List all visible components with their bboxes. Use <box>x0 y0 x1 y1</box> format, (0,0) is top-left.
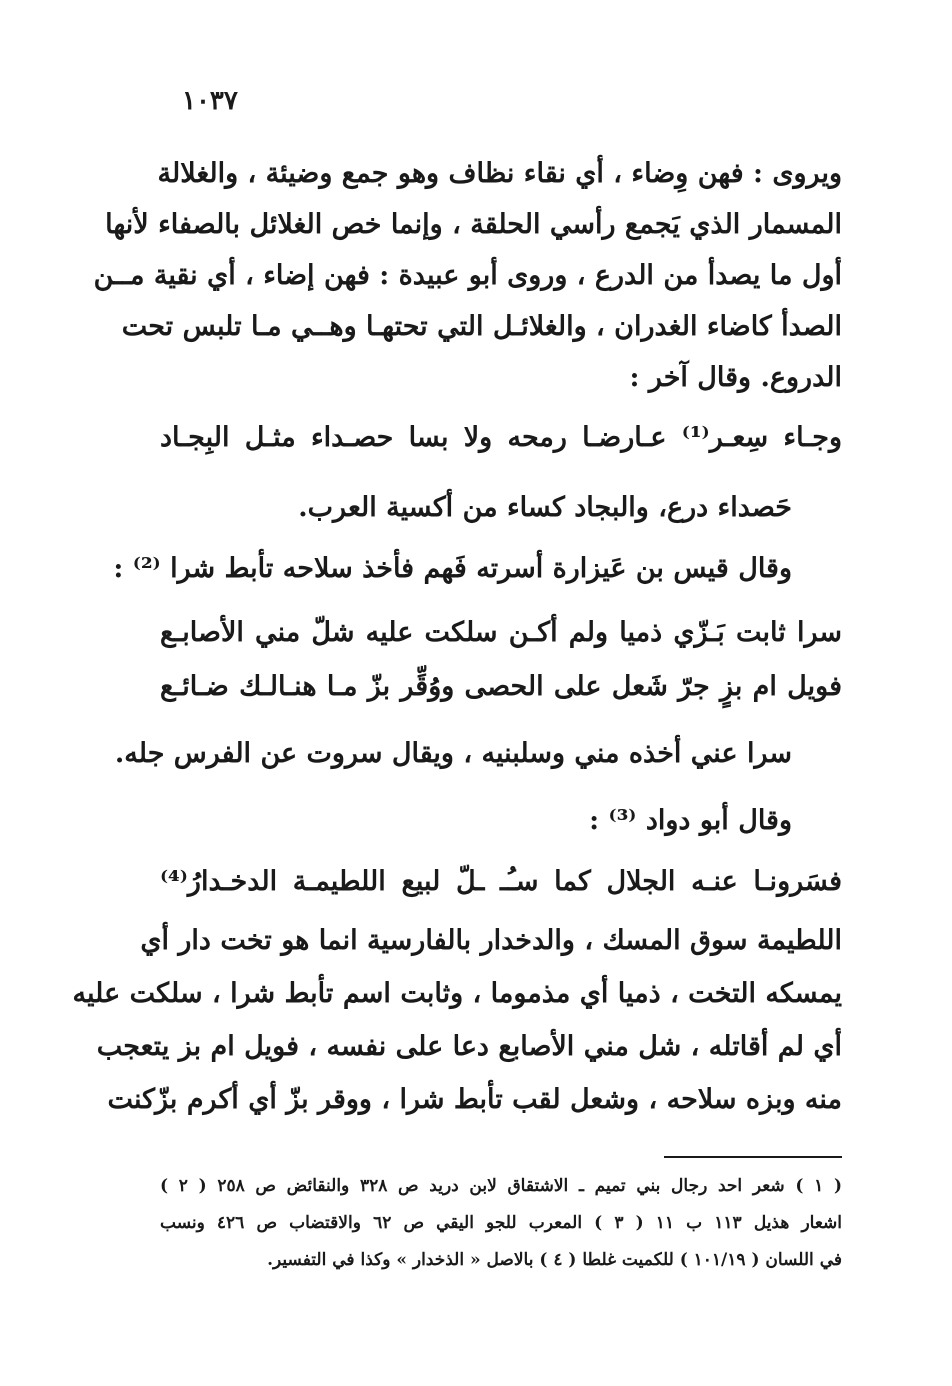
text-line: يمسكه التخت ، ذميا أي مذموما ، وثابت اسم تأبط شرا ، سلكت عليه <box>72 978 842 1009</box>
commentary-paragraph-1 <box>93 148 842 403</box>
text-line: الصدأ كاضاء الغدران ، والغلائـل التي تحتهـا وهــي مـا تلبس تحت <box>121 311 842 342</box>
verse-2-introduction <box>113 544 842 594</box>
verse-3 <box>160 856 842 908</box>
gloss-2 <box>114 730 842 778</box>
text-line: المسمار الذي يَجمع رأسي الحلقة ، وإنما خص الغلائل بالصفاء لأنها <box>105 209 842 240</box>
commentary-paragraph-2 <box>72 914 842 1126</box>
gloss-1 <box>160 484 842 532</box>
text-line: وقال قيس بن عَيزارة أسرته فَهم فأخذ سلاحه تأبط شرا ⁽²⁾ : <box>113 553 792 584</box>
footnote-divider <box>664 1156 842 1158</box>
text-line: وقال أبو دواد ⁽³⁾ : <box>589 805 792 836</box>
text-line: منه وبزه سلاحه ، وشعل لقب تأبط شرا ، ووقر بزّ أي أكرم بزّكنت <box>107 1084 842 1115</box>
text-line: سرا عني أخذه مني وسلبنيه ، ويقال سروت عن الفرس جله. <box>114 738 792 769</box>
footnotes <box>160 1168 842 1279</box>
verse-line: وجـاء سِعـر⁽¹⁾ عـارضـا رمحه ولا بسا حصـداء مثـل البِجـاد <box>160 422 842 453</box>
text-line: أول ما يصدأ من الدرع ، وروى أبو عبيدة : فهن إضاء ، أي نقية مــن <box>93 260 842 291</box>
text-line: ويروى : فهن وِضاء ، أي نقاء نظاف وهو جمع وضيئة ، والغلالة <box>157 158 842 189</box>
footnote-line: في اللسان ( ١٠١/١٩ ) للكميت غلطا ( ٤ ) بالاصل « الذخدار » وكذا في التفسير. <box>267 1250 842 1270</box>
verse-line: فويل ام بزٍ جرّ شَعل على الحصى ووُقِّر بزّ مـا هنـالـك ضـائـع <box>160 671 842 702</box>
footnote-line: ( ١ ) شعر احد رجال بني تميم ـ الاشتقاق لابن دريد ص ٣٢٨ والنقائض ص ٢٥٨ ( ٢ ) <box>160 1176 842 1196</box>
footnote-line: اشعار هذيل ١١٣ ب ١١ ( ٣ ) المعرب للجو اليقي ص ٦٢ والاقتضاب ص ٤٢٦ ونسب <box>160 1213 842 1233</box>
text-line: اللطيمة سوق المسك ، والدخدار بالفارسية انما هو تخت دار أي <box>140 925 842 956</box>
text-line: حَصداء درع، والبجاد كساء من أكسية العرب. <box>298 492 792 523</box>
page-number: ١٠٣٧ <box>182 86 238 116</box>
text-line: أي لم أقاتله ، شل مني الأصابع دعا على نفسه ، فويل ام بز يتعجب <box>96 1031 842 1062</box>
text-line: الدروع. وقال آخر : <box>629 362 842 393</box>
verse-line: سرا ثابت بَـزّي ذميا ولم أكـن سلكت عليه شلّ مني الأصابـع <box>160 617 842 648</box>
verse-2 <box>160 606 842 714</box>
verse-3-introduction <box>160 797 842 845</box>
verse-line: فسَرونـا عنـه الجلال كما سـُـ ـلّ لبيع اللطيمـة الدخـدارُ⁽⁴⁾ <box>160 866 842 897</box>
verse-1 <box>160 412 842 463</box>
